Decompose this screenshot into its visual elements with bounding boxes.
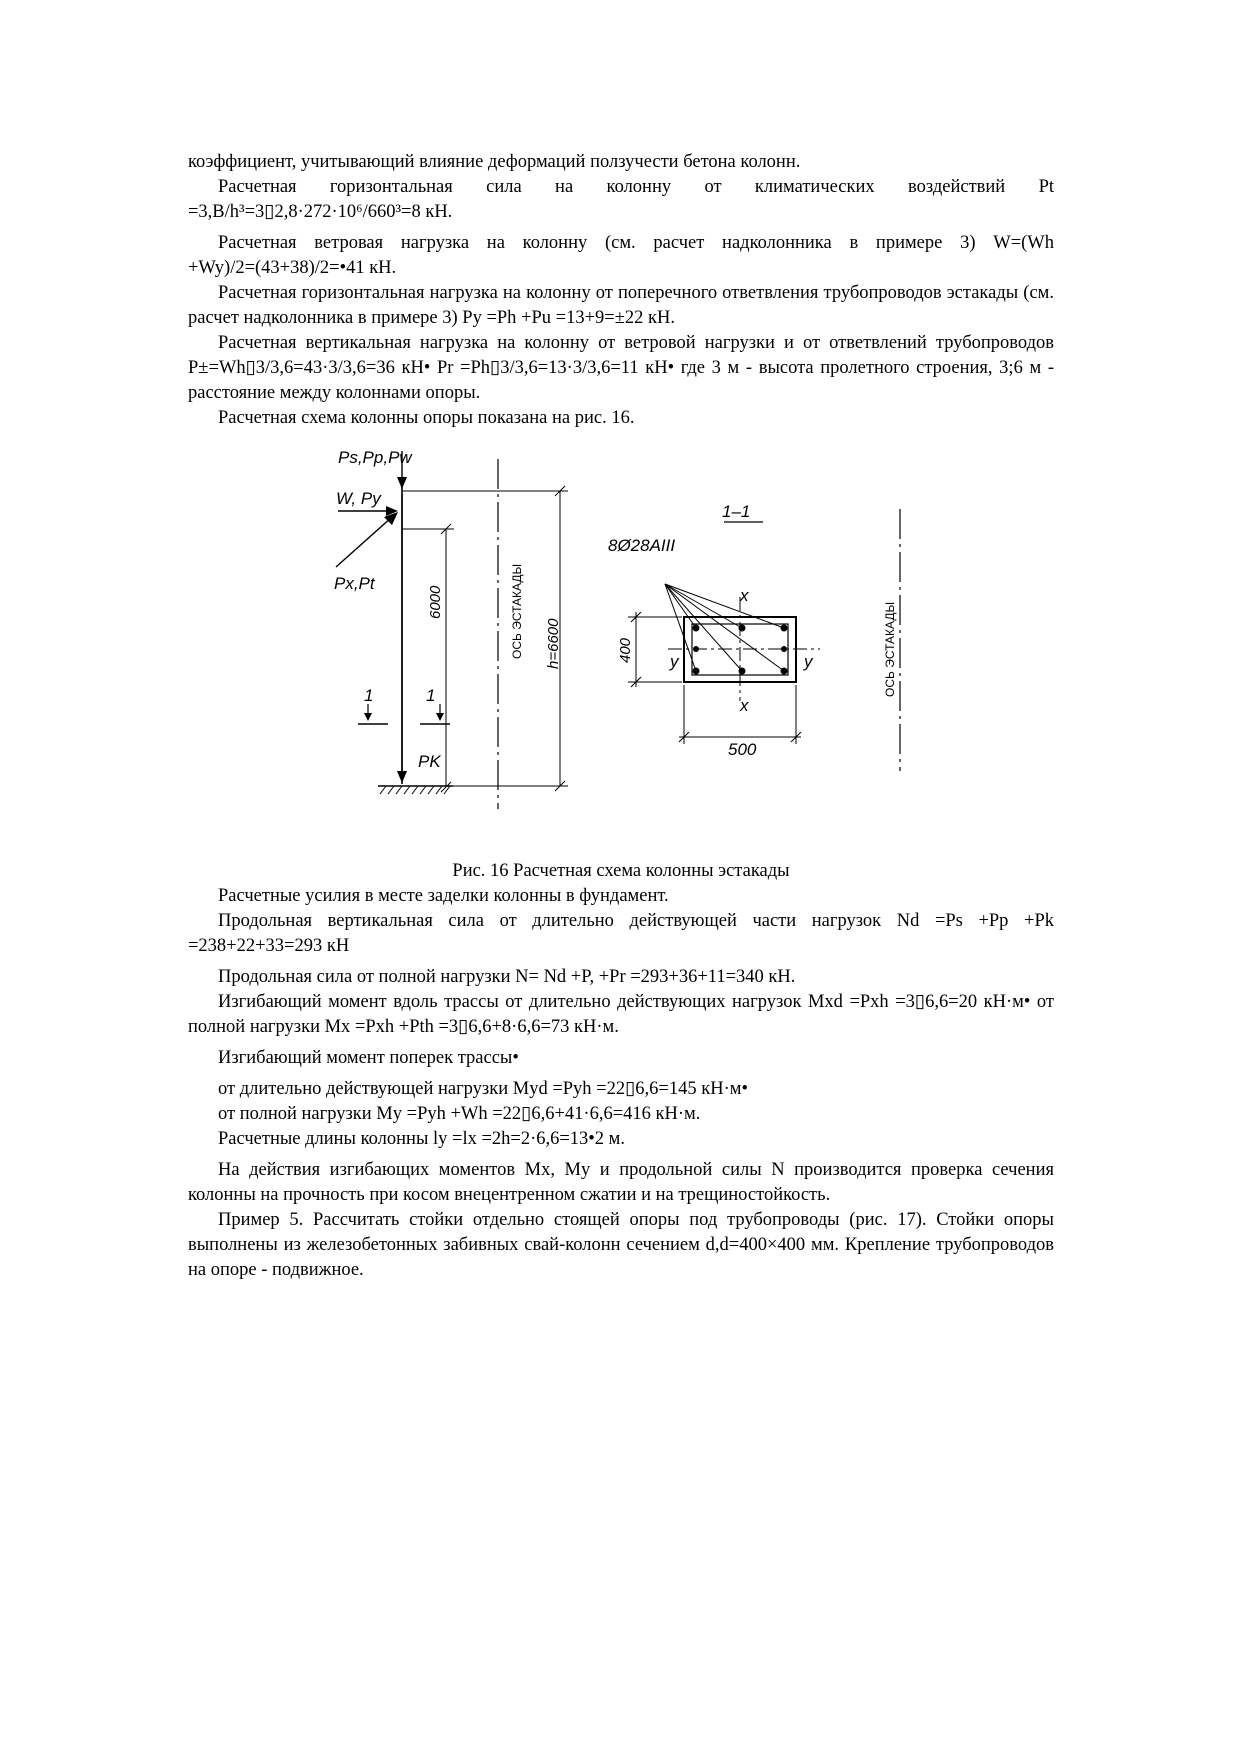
column-scheme-drawing: [188, 439, 1054, 859]
paragraph: Расчетная горизонтальная сила на колонну от климатических воздействий Pt: [218, 177, 1054, 197]
label-dim-400: 400: [617, 637, 634, 663]
paragraph: Продольная сила от полной нагрузки N= Nd +P, +Pr =293+36+11=340 кН.: [218, 967, 796, 987]
paragraph: Расчетная схема колонны опоры показана на рис. 16.: [218, 408, 635, 428]
label-h-6600: h=6600: [545, 618, 562, 669]
paragraph: Расчетная горизонтальная нагрузка на колонну от поперечного ответвления трубопроводов эстакады (см. расчет надколонника в примере 3) Py =Ph +Pu =13+9=±22 кН.: [188, 283, 1054, 328]
label-section-title: 1–1: [722, 502, 751, 521]
label-x-bottom: x: [740, 696, 749, 715]
paragraph: Изгибающий момент вдоль трассы от длительно действующих нагрузок Mxd =Pxh =3▯6,6=20 кН·м• от полной нагрузки Mx =Pxh +Pth =3▯6,6+8·6,6=73 кН·м.: [188, 992, 1054, 1037]
paragraph: Расчетные длины колонны ly =lx =2h=2·6,6=13•2 м.: [218, 1129, 625, 1149]
paragraph: Расчетная вертикальная нагрузка на колонну от ветровой нагрузки и от ответвлений трубопроводов P±=Wh▯3/3,6=43·3/3,6=36 кН• Pr =Ph▯3/3,6=13·3/3,6=11 кН• где 3 м - высота пролетного строения, 3;6 м - расстояние между колоннами опоры.: [188, 333, 1054, 403]
label-axis-right: ОСЬ ЭСТАКАДЫ: [883, 601, 897, 697]
paragraph: На действия изгибающих моментов Mx, My и продольной силы N производится проверка сечения колонны на прочность при косом внецентренном сжатии и на трещиностойкость.: [188, 1160, 1054, 1205]
label-ps-pp-pw: Ps,Pp,Pw: [338, 448, 412, 467]
paragraph: +Wy)/2=(43+38)/2=•41 кН.: [188, 258, 397, 278]
label-dim-500: 500: [728, 740, 757, 759]
label-axis-left: ОСЬ ЭСТАКАДЫ: [510, 563, 524, 659]
paragraph: Пример 5. Рассчитать стойки отдельно стоящей опоры под трубопроводы (рис. 17). Стойки опоры выполнены из железобетонных забивных свай-колонн сечением d,d=400×400 мм. Крепление трубопроводов на опоре - подвижное.: [188, 1210, 1054, 1280]
label-section-mark-right: 1: [426, 686, 436, 705]
paragraph: от полной нагрузки My =Pyh +Wh =22▯6,6+41·6,6=416 кН·м.: [218, 1104, 701, 1124]
label-x-top: x: [740, 586, 749, 605]
paragraph: =238+22+33=293 кН: [188, 936, 350, 956]
paragraph: коэффициент, учитывающий влияние деформаций ползучести бетона колонн.: [188, 152, 801, 172]
label-y-right: y: [804, 652, 813, 671]
label-section-mark-left: 1: [364, 686, 374, 705]
document-page: [188, 150, 1054, 1283]
label-w-py: W, Py: [336, 489, 381, 508]
figure-caption: Рис. 16 Расчетная схема колонны эстакады: [452, 861, 790, 881]
paragraph: Расчетная ветровая нагрузка на колонну (см. расчет надколонника в примере 3) W=(Wh: [218, 233, 1054, 253]
label-pk: PK: [418, 752, 441, 771]
label-rebar: 8Ø28AIII: [608, 536, 676, 555]
label-px-pt: Px,Pt: [334, 574, 375, 593]
label-dim-6000: 6000: [427, 585, 444, 619]
paragraph: =3,B/h³=3▯2,8·272·10⁶/660³=8 кН.: [188, 202, 453, 222]
paragraph: Продольная вертикальная сила от длительно действующей части нагрузок Nd =Ps +Pp +Pk: [218, 911, 1054, 931]
figure-column-scheme: [188, 439, 1054, 859]
paragraph: Расчетные усилия в месте заделки колонны в фундамент.: [218, 886, 669, 906]
label-y-left: y: [670, 652, 679, 671]
paragraph: от длительно действующей нагрузки Myd =Pyh =22▯6,6=145 кН·м•: [218, 1079, 748, 1099]
paragraph: Изгибающий момент поперек трассы•: [218, 1048, 519, 1068]
